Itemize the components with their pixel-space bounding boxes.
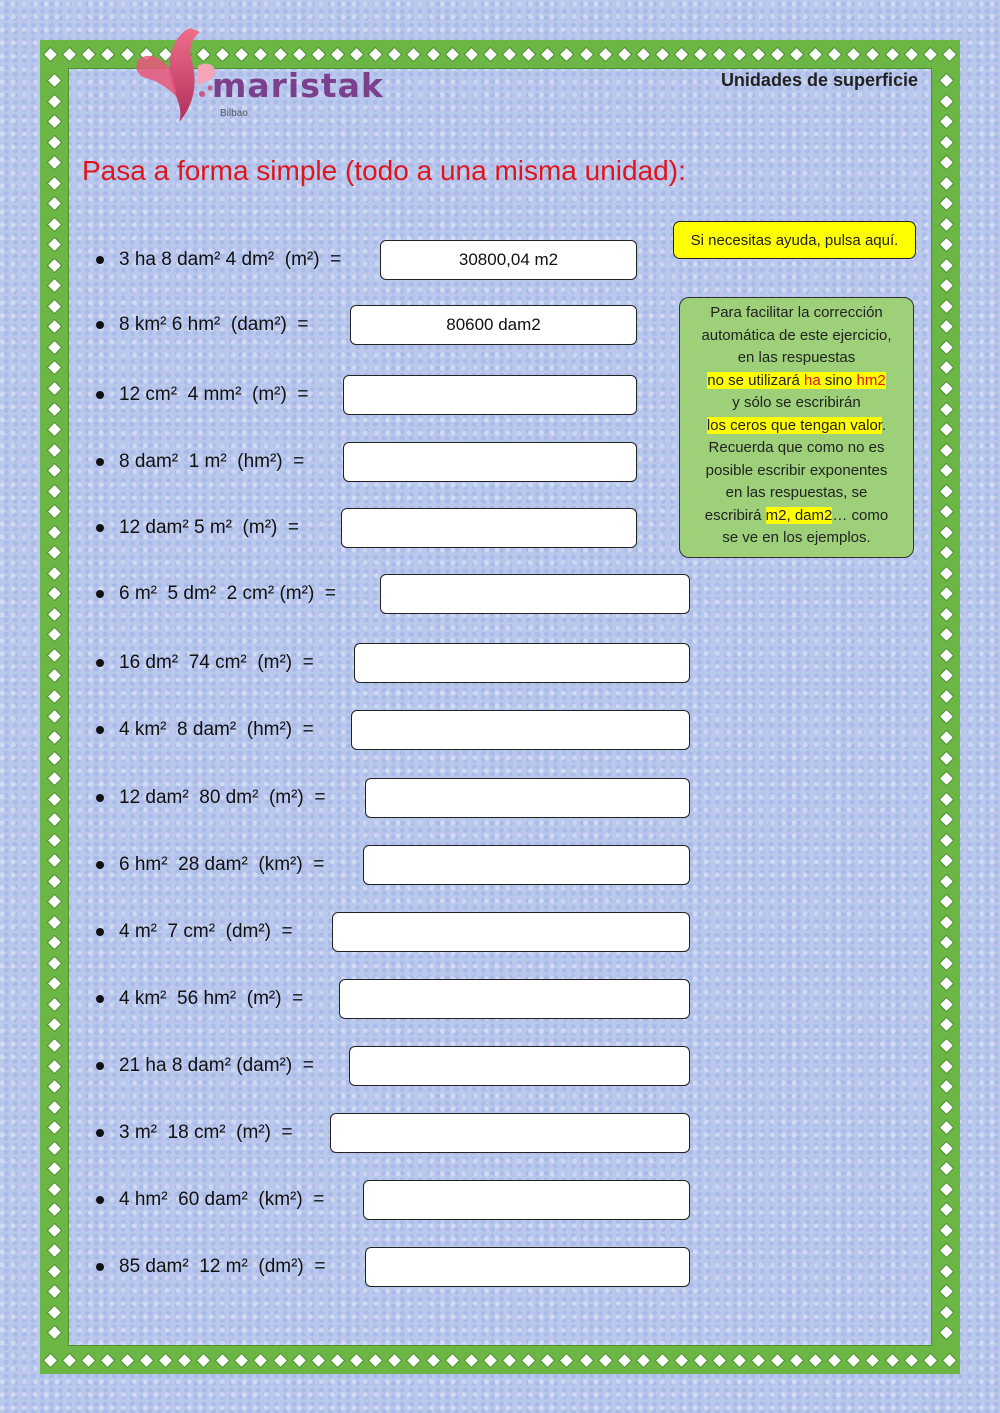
border-diamond	[48, 341, 61, 354]
border-diamond	[48, 1060, 61, 1073]
border-diamond	[48, 916, 61, 929]
border-diamond	[940, 546, 953, 559]
bullet	[96, 726, 104, 734]
border-diamond	[905, 48, 918, 61]
border-diamond	[48, 1244, 61, 1257]
border-diamond	[886, 1354, 899, 1367]
border-diamond	[446, 48, 459, 61]
answer-input[interactable]	[339, 979, 690, 1019]
border-diamond	[940, 95, 953, 108]
border-diamond	[331, 1354, 344, 1367]
exercise-expression: 6 m² 5 dm² 2 cm² (m²) =	[119, 583, 336, 604]
border-diamond	[48, 1142, 61, 1155]
bullet	[96, 659, 104, 667]
note-line: en las respuestas	[737, 349, 856, 366]
border-diamond	[369, 1354, 382, 1367]
border-diamond	[940, 1039, 953, 1052]
border-diamond	[48, 670, 61, 683]
border-diamond	[48, 1285, 61, 1298]
border-diamond	[809, 48, 822, 61]
exercise-expression: 4 km² 8 dam² (hm²) =	[119, 719, 314, 740]
border-diamond	[178, 1354, 191, 1367]
bullet	[96, 524, 104, 532]
exercise-expression: 3 ha 8 dam² 4 dm² (m²) =	[119, 249, 342, 270]
border-diamond	[940, 711, 953, 724]
border-diamond	[940, 936, 953, 949]
border-diamonds-left	[49, 76, 59, 1338]
border-diamond	[48, 444, 61, 457]
border-diamond	[580, 48, 593, 61]
exercise-row	[96, 375, 308, 415]
border-diamond	[48, 95, 61, 108]
border-diamond	[940, 813, 953, 826]
border-diamond	[940, 916, 953, 929]
exercise-row	[96, 442, 304, 482]
border-diamond	[905, 1354, 918, 1367]
border-diamond	[48, 875, 61, 888]
note-unit-ha: ha	[803, 371, 821, 389]
border-diamond	[940, 321, 953, 334]
border-diamond	[48, 1224, 61, 1237]
bullet	[96, 1263, 104, 1271]
bullet	[96, 1196, 104, 1204]
border-diamond	[48, 957, 61, 970]
border-diamond	[940, 156, 953, 169]
border-diamond	[48, 978, 61, 991]
border-diamond	[771, 1354, 784, 1367]
border-diamond	[48, 649, 61, 662]
border-diamond	[48, 587, 61, 600]
border-diamond	[675, 1354, 688, 1367]
border-diamond	[618, 1354, 631, 1367]
note-line: se ve en los ejemplos.	[722, 529, 871, 546]
border-diamond	[465, 48, 478, 61]
exercise-expression: 21 ha 8 dam² (dam²) =	[119, 1055, 314, 1076]
border-diamond	[752, 48, 765, 61]
border-diamond	[940, 895, 953, 908]
border-diamond	[943, 48, 956, 61]
exercise-row	[96, 778, 325, 818]
border-diamond	[940, 505, 953, 518]
border-diamond	[48, 485, 61, 498]
note-line	[680, 415, 913, 438]
border-diamond	[63, 48, 76, 61]
answer-input[interactable]	[332, 912, 690, 952]
exercise-expression: 6 hm² 28 dam² (km²) =	[119, 854, 325, 875]
answer-input[interactable]	[343, 442, 637, 482]
answer-input[interactable]	[363, 845, 690, 885]
border-diamond	[48, 218, 61, 231]
border-diamond	[140, 1354, 153, 1367]
border-diamond	[940, 1265, 953, 1278]
border-diamond	[940, 834, 953, 847]
bullet	[96, 995, 104, 1003]
border-diamond	[940, 1060, 953, 1073]
answer-input[interactable]	[349, 1046, 690, 1086]
border-diamond	[82, 48, 95, 61]
border-diamond	[408, 1354, 421, 1367]
exercise-row	[96, 508, 299, 548]
border-diamond	[235, 1354, 248, 1367]
border-diamond	[733, 1354, 746, 1367]
border-diamond	[940, 1142, 953, 1155]
border-diamond	[48, 690, 61, 703]
border-diamond	[82, 1354, 95, 1367]
note-text: no se utilizará	[707, 371, 804, 389]
border-diamond	[48, 793, 61, 806]
border-diamond	[940, 587, 953, 600]
border-diamond	[561, 1354, 574, 1367]
border-diamond	[656, 1354, 669, 1367]
border-diamond	[48, 813, 61, 826]
bullet	[96, 1062, 104, 1070]
border-diamond	[637, 48, 650, 61]
exercise-row	[96, 710, 314, 750]
border-diamonds-right	[941, 76, 951, 1338]
border-diamond	[465, 1354, 478, 1367]
border-diamond	[940, 628, 953, 641]
border-diamond	[790, 48, 803, 61]
border-diamond	[48, 279, 61, 292]
answer-input[interactable]	[380, 240, 637, 280]
border-diamond	[867, 48, 880, 61]
border-diamond	[48, 238, 61, 251]
border-diamond	[48, 1162, 61, 1175]
border-diamond	[216, 1354, 229, 1367]
border-diamond	[752, 1354, 765, 1367]
border-diamond	[48, 1203, 61, 1216]
note-line	[680, 505, 913, 528]
border-diamond	[48, 1121, 61, 1134]
border-diamond	[714, 48, 727, 61]
border-diamond	[44, 1354, 57, 1367]
border-diamond	[48, 834, 61, 847]
border-diamond	[924, 1354, 937, 1367]
note-line	[680, 370, 913, 393]
bullet	[96, 391, 104, 399]
border-diamond	[940, 875, 953, 888]
border-diamond	[940, 1183, 953, 1196]
border-diamond	[48, 1183, 61, 1196]
border-diamond	[940, 957, 953, 970]
border-diamond	[940, 136, 953, 149]
note-line: Recuerda que como no es	[708, 439, 885, 456]
border-diamond	[940, 1224, 953, 1237]
exercise-row	[96, 1046, 314, 1086]
border-diamond	[408, 48, 421, 61]
border-diamond	[940, 115, 953, 128]
border-diamond	[561, 48, 574, 61]
border-diamond	[656, 48, 669, 61]
border-diamond	[847, 48, 860, 61]
note-line: posible escribir exponentes	[705, 461, 888, 479]
border-diamond	[940, 300, 953, 313]
border-diamond	[388, 1354, 401, 1367]
border-diamond	[48, 1265, 61, 1278]
border-diamond	[255, 1354, 268, 1367]
border-diamond	[940, 978, 953, 991]
border-diamond	[940, 526, 953, 539]
answer-input[interactable]	[330, 1113, 690, 1153]
border-diamond	[388, 48, 401, 61]
border-diamond	[274, 1354, 287, 1367]
exercise-row	[96, 845, 324, 885]
bullet	[96, 928, 104, 936]
border-diamond	[503, 48, 516, 61]
border-diamond	[940, 362, 953, 375]
exercise-expression: 8 dam² 1 m² (hm²) =	[119, 451, 305, 472]
border-diamond	[541, 1354, 554, 1367]
answer-input[interactable]	[354, 643, 690, 683]
border-diamond	[924, 48, 937, 61]
bullet	[96, 256, 104, 264]
note-line: automática de este ejercicio,	[701, 326, 892, 344]
exercise-expression: 4 km² 56 hm² (m²) =	[119, 988, 304, 1009]
border-diamond	[714, 1354, 727, 1367]
border-diamond	[809, 1354, 822, 1367]
border-diamond	[446, 1354, 459, 1367]
border-diamond	[940, 752, 953, 765]
border-diamond	[940, 464, 953, 477]
bullet	[96, 861, 104, 869]
border-diamond	[599, 48, 612, 61]
exercise-row	[96, 1180, 324, 1220]
border-diamond	[121, 1354, 134, 1367]
border-diamond	[48, 136, 61, 149]
border-diamond	[48, 403, 61, 416]
border-diamond	[48, 895, 61, 908]
exercise-expression: 12 dam² 5 m² (m²) =	[119, 517, 299, 538]
border-diamond	[867, 1354, 880, 1367]
note-text: sino	[820, 371, 857, 389]
bullet	[96, 794, 104, 802]
border-diamond	[48, 546, 61, 559]
border-diamond	[828, 48, 841, 61]
exercise-expression: 12 dam² 80 dm² (m²) =	[119, 787, 326, 808]
border-diamond	[48, 74, 61, 87]
border-diamond	[733, 48, 746, 61]
exercise-expression: 4 hm² 60 dam² (km²) =	[119, 1189, 325, 1210]
correction-note	[679, 297, 914, 558]
border-diamond	[484, 1354, 497, 1367]
border-diamond	[312, 1354, 325, 1367]
border-diamond	[940, 423, 953, 436]
exercise-expression: 8 km² 6 hm² (dam²) =	[119, 314, 309, 335]
border-diamond	[940, 403, 953, 416]
note-highlight: m2, dam2	[765, 506, 833, 524]
exercise-row	[96, 912, 293, 952]
border-diamond	[48, 854, 61, 867]
border-diamond	[940, 1080, 953, 1093]
border-diamond	[48, 321, 61, 334]
border-diamond	[940, 341, 953, 354]
border-diamond	[940, 1203, 953, 1216]
border-diamond	[940, 793, 953, 806]
border-diamond	[48, 936, 61, 949]
exercise-row	[96, 1247, 325, 1287]
border-diamond	[48, 259, 61, 272]
border-diamond	[847, 1354, 860, 1367]
border-diamond	[293, 1354, 306, 1367]
border-diamond	[48, 731, 61, 744]
answer-input[interactable]	[365, 1247, 690, 1287]
exercise-row	[96, 979, 303, 1019]
border-diamond	[940, 218, 953, 231]
note-text: .	[881, 416, 887, 434]
border-diamond	[48, 197, 61, 210]
border-diamond	[940, 1327, 953, 1340]
logo-wordmark: maristak	[212, 66, 384, 105]
border-diamond	[48, 1019, 61, 1032]
border-diamond	[790, 1354, 803, 1367]
border-diamond	[48, 1080, 61, 1093]
border-diamond	[940, 608, 953, 621]
bullet	[96, 590, 104, 598]
border-diamond	[940, 670, 953, 683]
logo-subtitle: Bilbao	[220, 108, 248, 119]
exercise-expression: 3 m² 18 cm² (m²) =	[119, 1122, 293, 1143]
border-diamond	[350, 1354, 363, 1367]
border-diamond	[44, 48, 57, 61]
border-diamond	[48, 115, 61, 128]
exercise-row	[96, 1113, 293, 1153]
border-diamond	[48, 998, 61, 1011]
border-diamond	[940, 731, 953, 744]
border-diamond	[940, 1285, 953, 1298]
border-diamond	[48, 505, 61, 518]
border-diamond	[694, 48, 707, 61]
help-button[interactable]: Si necesitas ayuda, pulsa aquí.	[673, 221, 916, 259]
bullet	[96, 1129, 104, 1137]
border-diamond	[48, 300, 61, 313]
border-diamond	[484, 48, 497, 61]
answer-input[interactable]	[343, 375, 637, 415]
answer-input[interactable]	[363, 1180, 690, 1220]
border-diamond	[159, 1354, 172, 1367]
border-diamond	[940, 1101, 953, 1114]
border-diamond	[599, 1354, 612, 1367]
border-diamond	[940, 485, 953, 498]
border-diamond	[886, 48, 899, 61]
border-diamond	[940, 567, 953, 580]
border-diamond	[48, 752, 61, 765]
answer-input[interactable]	[380, 574, 690, 614]
border-diamond	[940, 772, 953, 785]
border-diamond	[48, 1101, 61, 1114]
border-diamond	[675, 48, 688, 61]
note-line: en las respuestas, se	[725, 484, 868, 501]
border-diamond	[541, 48, 554, 61]
border-diamonds-bottom	[46, 1355, 954, 1365]
answer-input[interactable]	[350, 305, 637, 345]
border-diamond	[48, 526, 61, 539]
border-diamond	[771, 48, 784, 61]
border-diamond	[48, 567, 61, 580]
answer-input[interactable]	[351, 710, 690, 750]
border-diamond	[940, 1019, 953, 1032]
border-diamond	[48, 1039, 61, 1052]
border-diamond	[522, 48, 535, 61]
border-diamond	[940, 1244, 953, 1257]
document-title: Unidades de superficie	[720, 70, 918, 90]
exercise-row	[96, 574, 336, 614]
border-diamond	[503, 1354, 516, 1367]
exercise-expression: 4 m² 7 cm² (dm²) =	[119, 921, 293, 942]
border-diamond	[102, 1354, 115, 1367]
exercise-expression: 85 dam² 12 m² (dm²) =	[119, 1256, 326, 1277]
border-diamond	[940, 998, 953, 1011]
border-diamond	[637, 1354, 650, 1367]
border-diamond	[940, 1121, 953, 1134]
border-diamond	[48, 1306, 61, 1319]
border-diamond	[940, 649, 953, 662]
border-diamond	[940, 854, 953, 867]
note-text: … como	[832, 506, 889, 524]
border-diamond	[63, 1354, 76, 1367]
border-diamond	[427, 1354, 440, 1367]
border-diamond	[940, 177, 953, 190]
border-diamond	[102, 48, 115, 61]
note-line: Para facilitar la corrección	[710, 304, 883, 321]
border-diamond	[940, 1162, 953, 1175]
exercise-row	[96, 643, 314, 683]
exercise-expression: 12 cm² 4 mm² (m²) =	[119, 384, 309, 405]
note-highlight: los ceros que tengan valor	[706, 416, 882, 434]
border-diamond	[940, 197, 953, 210]
border-diamond	[940, 279, 953, 292]
border-diamond	[197, 1354, 210, 1367]
border-diamond	[694, 1354, 707, 1367]
border-diamond	[48, 772, 61, 785]
border-diamond	[48, 464, 61, 477]
border-diamond	[828, 1354, 841, 1367]
border-diamond	[48, 1327, 61, 1340]
exercise-expression: 16 dm² 74 cm² (m²) =	[119, 652, 314, 673]
border-diamond	[940, 74, 953, 87]
note-line: y sólo se escribirán	[732, 394, 861, 411]
border-diamond	[940, 690, 953, 703]
border-diamond	[940, 238, 953, 251]
exercise-row	[96, 240, 341, 280]
border-diamond	[48, 156, 61, 169]
border-diamond	[940, 1306, 953, 1319]
border-diamond	[48, 382, 61, 395]
border-diamond	[943, 1354, 956, 1367]
border-diamond	[48, 608, 61, 621]
exercise-row	[96, 305, 309, 345]
border-diamond	[940, 259, 953, 272]
answer-input[interactable]	[365, 778, 690, 818]
border-diamond	[48, 628, 61, 641]
note-unit-hm2: hm2	[856, 371, 886, 389]
border-diamond	[48, 423, 61, 436]
exercise-instruction: Pasa a forma simple (todo a una misma unidad):	[82, 155, 686, 186]
border-diamond	[48, 711, 61, 724]
border-diamond	[618, 48, 631, 61]
note-text: escribirá	[704, 506, 766, 524]
bullet	[96, 321, 104, 329]
bullet	[96, 458, 104, 466]
border-diamond	[580, 1354, 593, 1367]
border-diamond	[940, 382, 953, 395]
border-diamond	[48, 177, 61, 190]
answer-input[interactable]	[341, 508, 637, 548]
border-diamond	[522, 1354, 535, 1367]
border-diamond	[48, 362, 61, 375]
border-diamond	[427, 48, 440, 61]
border-diamond	[940, 444, 953, 457]
